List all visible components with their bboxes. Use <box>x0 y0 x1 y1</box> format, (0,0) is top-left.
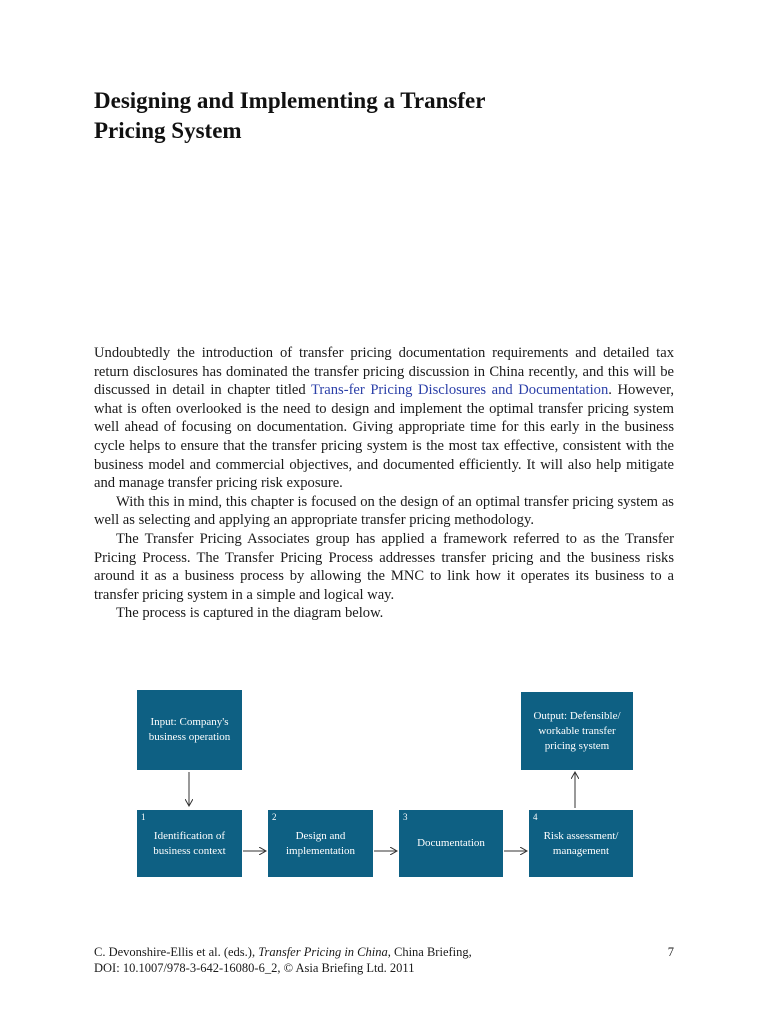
body-text <box>94 344 674 623</box>
step-box-2 <box>268 810 373 877</box>
step-number: 3 <box>403 812 408 822</box>
title-line-2: Pricing System <box>94 118 242 143</box>
process-diagram <box>137 690 637 880</box>
step-box-1 <box>137 810 242 877</box>
step-label: Identification of business context <box>153 829 226 857</box>
citation-publisher: , China Briefing, <box>387 945 472 959</box>
step-number: 4 <box>533 812 538 822</box>
step-label: Design and implementation <box>285 829 356 857</box>
step-number: 2 <box>272 812 277 822</box>
input-box <box>137 690 242 770</box>
output-box-label: Output: Defensible/ workable transfer pricing system <box>533 709 621 752</box>
paragraph-2: With this in mind, this chapter is focused on the design of an optimal transfer pricing system as well as selecting and applying an appropriate transfer pricing methodology. <box>94 493 674 529</box>
citation-line <box>94 944 674 960</box>
step-box-4 <box>529 810 633 877</box>
title-line-1: Designing and Implementing a Transfer <box>94 88 486 113</box>
citation-book-title: Transfer Pricing in China <box>258 945 388 959</box>
paragraph-3: The Transfer Pricing Associates group has applied a framework referred to as the Transfer Pricing Process. The Transfer Pricing Process addresses transfer pricing and the business risks around it as a business process by allowing the MNC to link how it operates its business to a transfer pricing system in a simple and logical way. <box>94 530 674 603</box>
page-title <box>94 86 654 146</box>
step-label: Documentation <box>417 837 485 849</box>
citation-doi: DOI: 10.1007/978-3-642-16080-6_2, © Asia Briefing Ltd. 2011 <box>94 961 415 975</box>
paragraph-1 <box>94 344 674 493</box>
paragraph-1-text-b: . However, what is often overlooked is the need to design and implement the optimal transfer pricing system well ahead of focusing on documentation. Giving appropriate time for this early in the business cycle helps to ensure that the transfer pricing system is the most tax effective, consistent with the business model and commercial objectives, and documented efficiently. It will also help mitigate and manage transfer pricing risk exposure. <box>94 382 674 492</box>
input-box-label: Input: Company's business operation <box>148 716 231 743</box>
output-box <box>521 692 633 770</box>
step-label: Risk assessment/ management <box>543 829 619 857</box>
page-footer <box>94 944 674 976</box>
step-number: 1 <box>141 812 146 822</box>
paragraph-4: The process is captured in the diagram below. <box>116 605 384 622</box>
citation-authors: C. Devonshire-Ellis et al. (eds.), <box>94 945 259 959</box>
page-number: 7 <box>667 945 674 959</box>
paragraph-1-text-a: Undoubtedly the introduction of transfer pricing documentation requirements and detailed tax return disclosures has dominated the transfer pricing discussion in China recently, and this will be discussed in detail in chapter titled <box>94 345 674 399</box>
step-box-3 <box>399 810 503 877</box>
chapter-link[interactable]: Trans-fer Pricing Disclosures and Documentation <box>311 382 609 399</box>
